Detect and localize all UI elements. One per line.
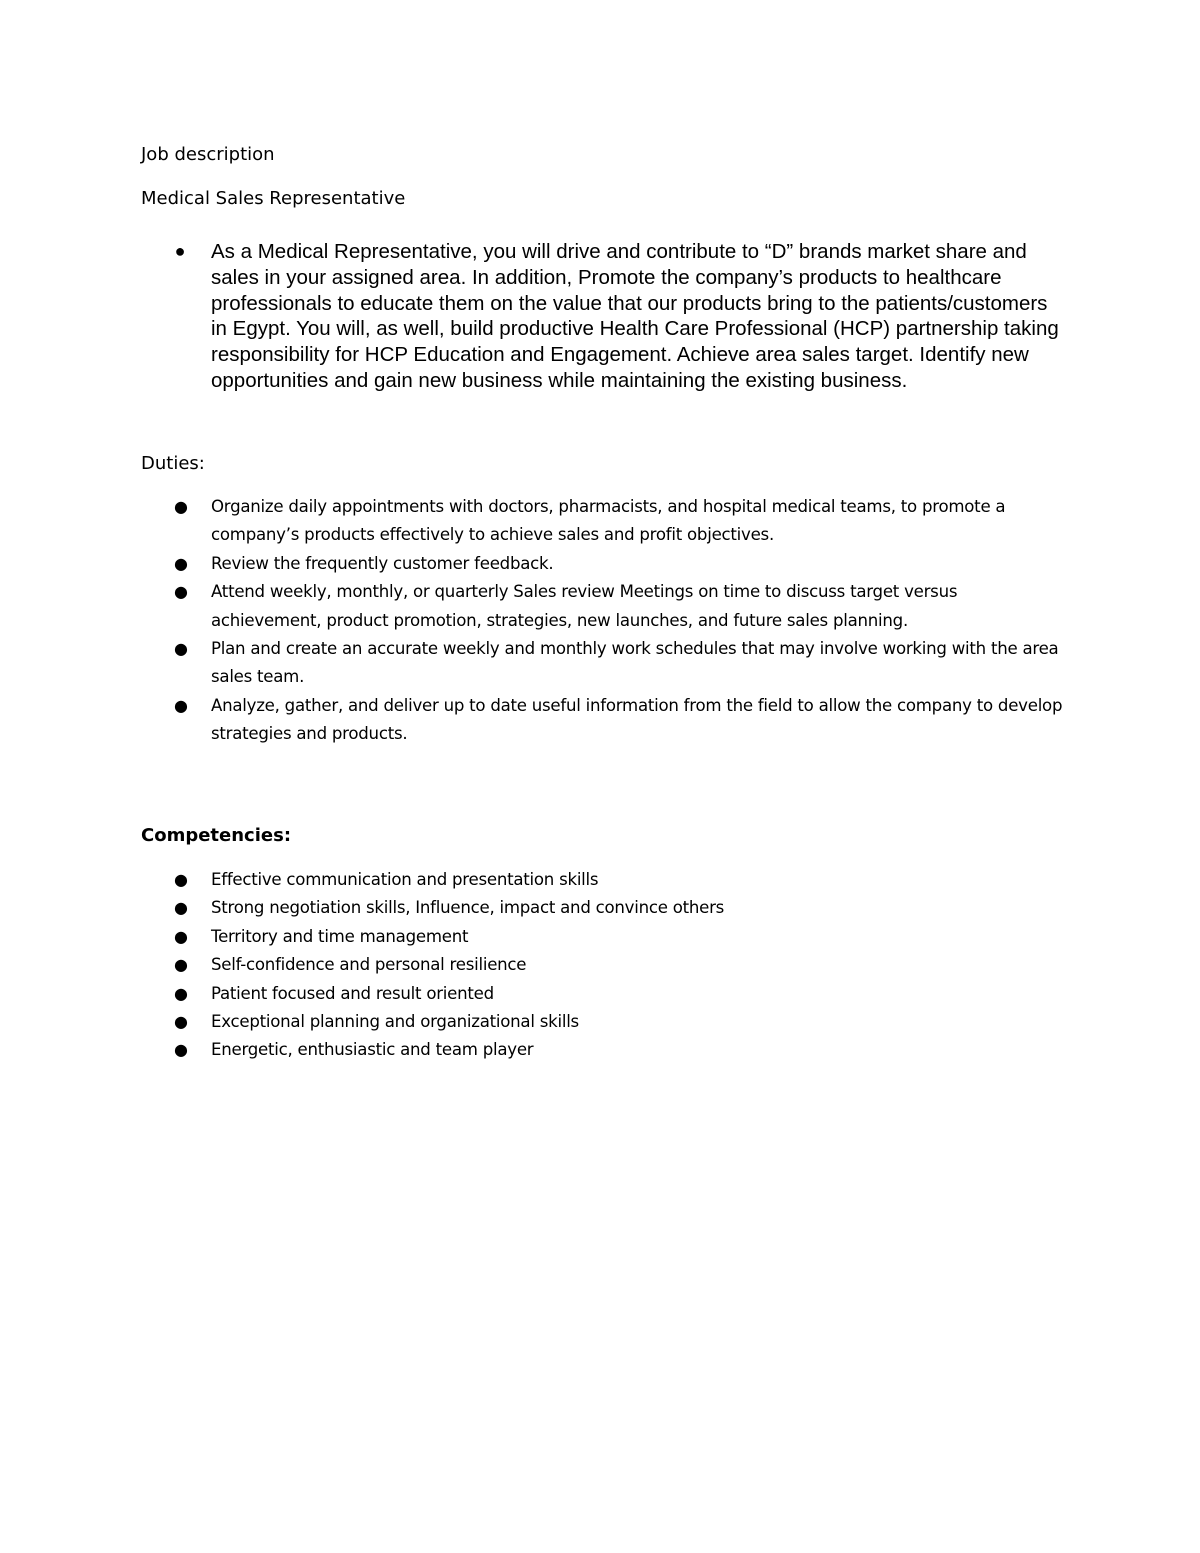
- bullet-icon: ●: [174, 898, 188, 918]
- duty-text: Plan and create an accurate weekly and monthly work schedules that may involve working with the area sales team.: [211, 639, 1059, 687]
- duty-text: Review the frequently customer feedback.: [211, 553, 554, 573]
- bullet-icon: ●: [174, 1040, 188, 1060]
- competencies-heading: Competencies:: [141, 825, 292, 846]
- list-item: [0, 692, 1070, 749]
- competency-text: Self-confidence and personal resilience: [211, 955, 527, 975]
- list-item: [0, 493, 1070, 550]
- competency-text: Territory and time management: [211, 926, 469, 946]
- bullet-icon: ●: [174, 553, 188, 573]
- competency-text: Effective communication and presentation skills: [211, 870, 599, 889]
- bullet-icon: ●: [174, 870, 188, 889]
- bullet-icon: ●: [174, 582, 188, 602]
- list-item: [0, 1008, 1070, 1036]
- list-item: [0, 635, 1070, 692]
- list-item: [0, 894, 1070, 922]
- duties-heading: Duties:: [141, 453, 205, 474]
- bullet-icon: ●: [174, 695, 188, 715]
- bullet-icon: ●: [174, 241, 186, 261]
- list-item: [0, 578, 1070, 635]
- list-item: [0, 1036, 1070, 1064]
- bullet-icon: ●: [174, 926, 188, 946]
- bullet-icon: ●: [174, 497, 188, 516]
- intro-item: [0, 239, 1060, 394]
- competency-text: Energetic, enthusiastic and team player: [211, 1040, 534, 1060]
- competency-text: Exceptional planning and organizational skills: [211, 1012, 579, 1032]
- bullet-icon: ●: [174, 983, 188, 1003]
- bullet-icon: ●: [174, 1012, 188, 1032]
- intro-list: [0, 239, 1060, 394]
- list-item: [0, 923, 1070, 951]
- duty-text: Organize daily appointments with doctors, pharmacists, and hospital medical teams, to promote a company’s products effectively to achieve sales and profit objectives.: [211, 497, 1006, 545]
- competencies-list: [0, 866, 1070, 1065]
- position-title: Medical Sales Representative: [141, 188, 406, 209]
- document-title: Job description: [141, 144, 275, 165]
- duty-text: Attend weekly, monthly, or quarterly Sales review Meetings on time to discuss target versus achievement, product promotion, strategies, new launches, and future sales planning.: [211, 582, 958, 630]
- duty-text: Analyze, gather, and deliver up to date useful information from the field to allow the company to develop strategies and products.: [211, 695, 1063, 744]
- duties-list: [0, 493, 1070, 749]
- list-item: [0, 951, 1070, 979]
- list-item: [0, 866, 1070, 894]
- bullet-icon: ●: [174, 639, 188, 659]
- intro-item-text: As a Medical Representative, you will drive and contribute to “D” brands market share and sales in your assigned area. In addition, Promote the company’s products to healthcare professionals to educate them on the value that our products bring to the patients/customers in Egypt. You will, as well, build productive Health Care Professional (HCP) partnership taking responsibility for HCP Education and Engagement. Achieve area sales target. Identify new opportunities and gain new business while maintaining the existing business.: [211, 240, 1059, 392]
- bullet-icon: ●: [174, 955, 188, 975]
- list-item: [0, 980, 1070, 1008]
- competency-text: Patient focused and result oriented: [211, 983, 494, 1003]
- list-item: [0, 550, 1070, 578]
- competency-text: Strong negotiation skills, Influence, impact and convince others: [211, 898, 725, 918]
